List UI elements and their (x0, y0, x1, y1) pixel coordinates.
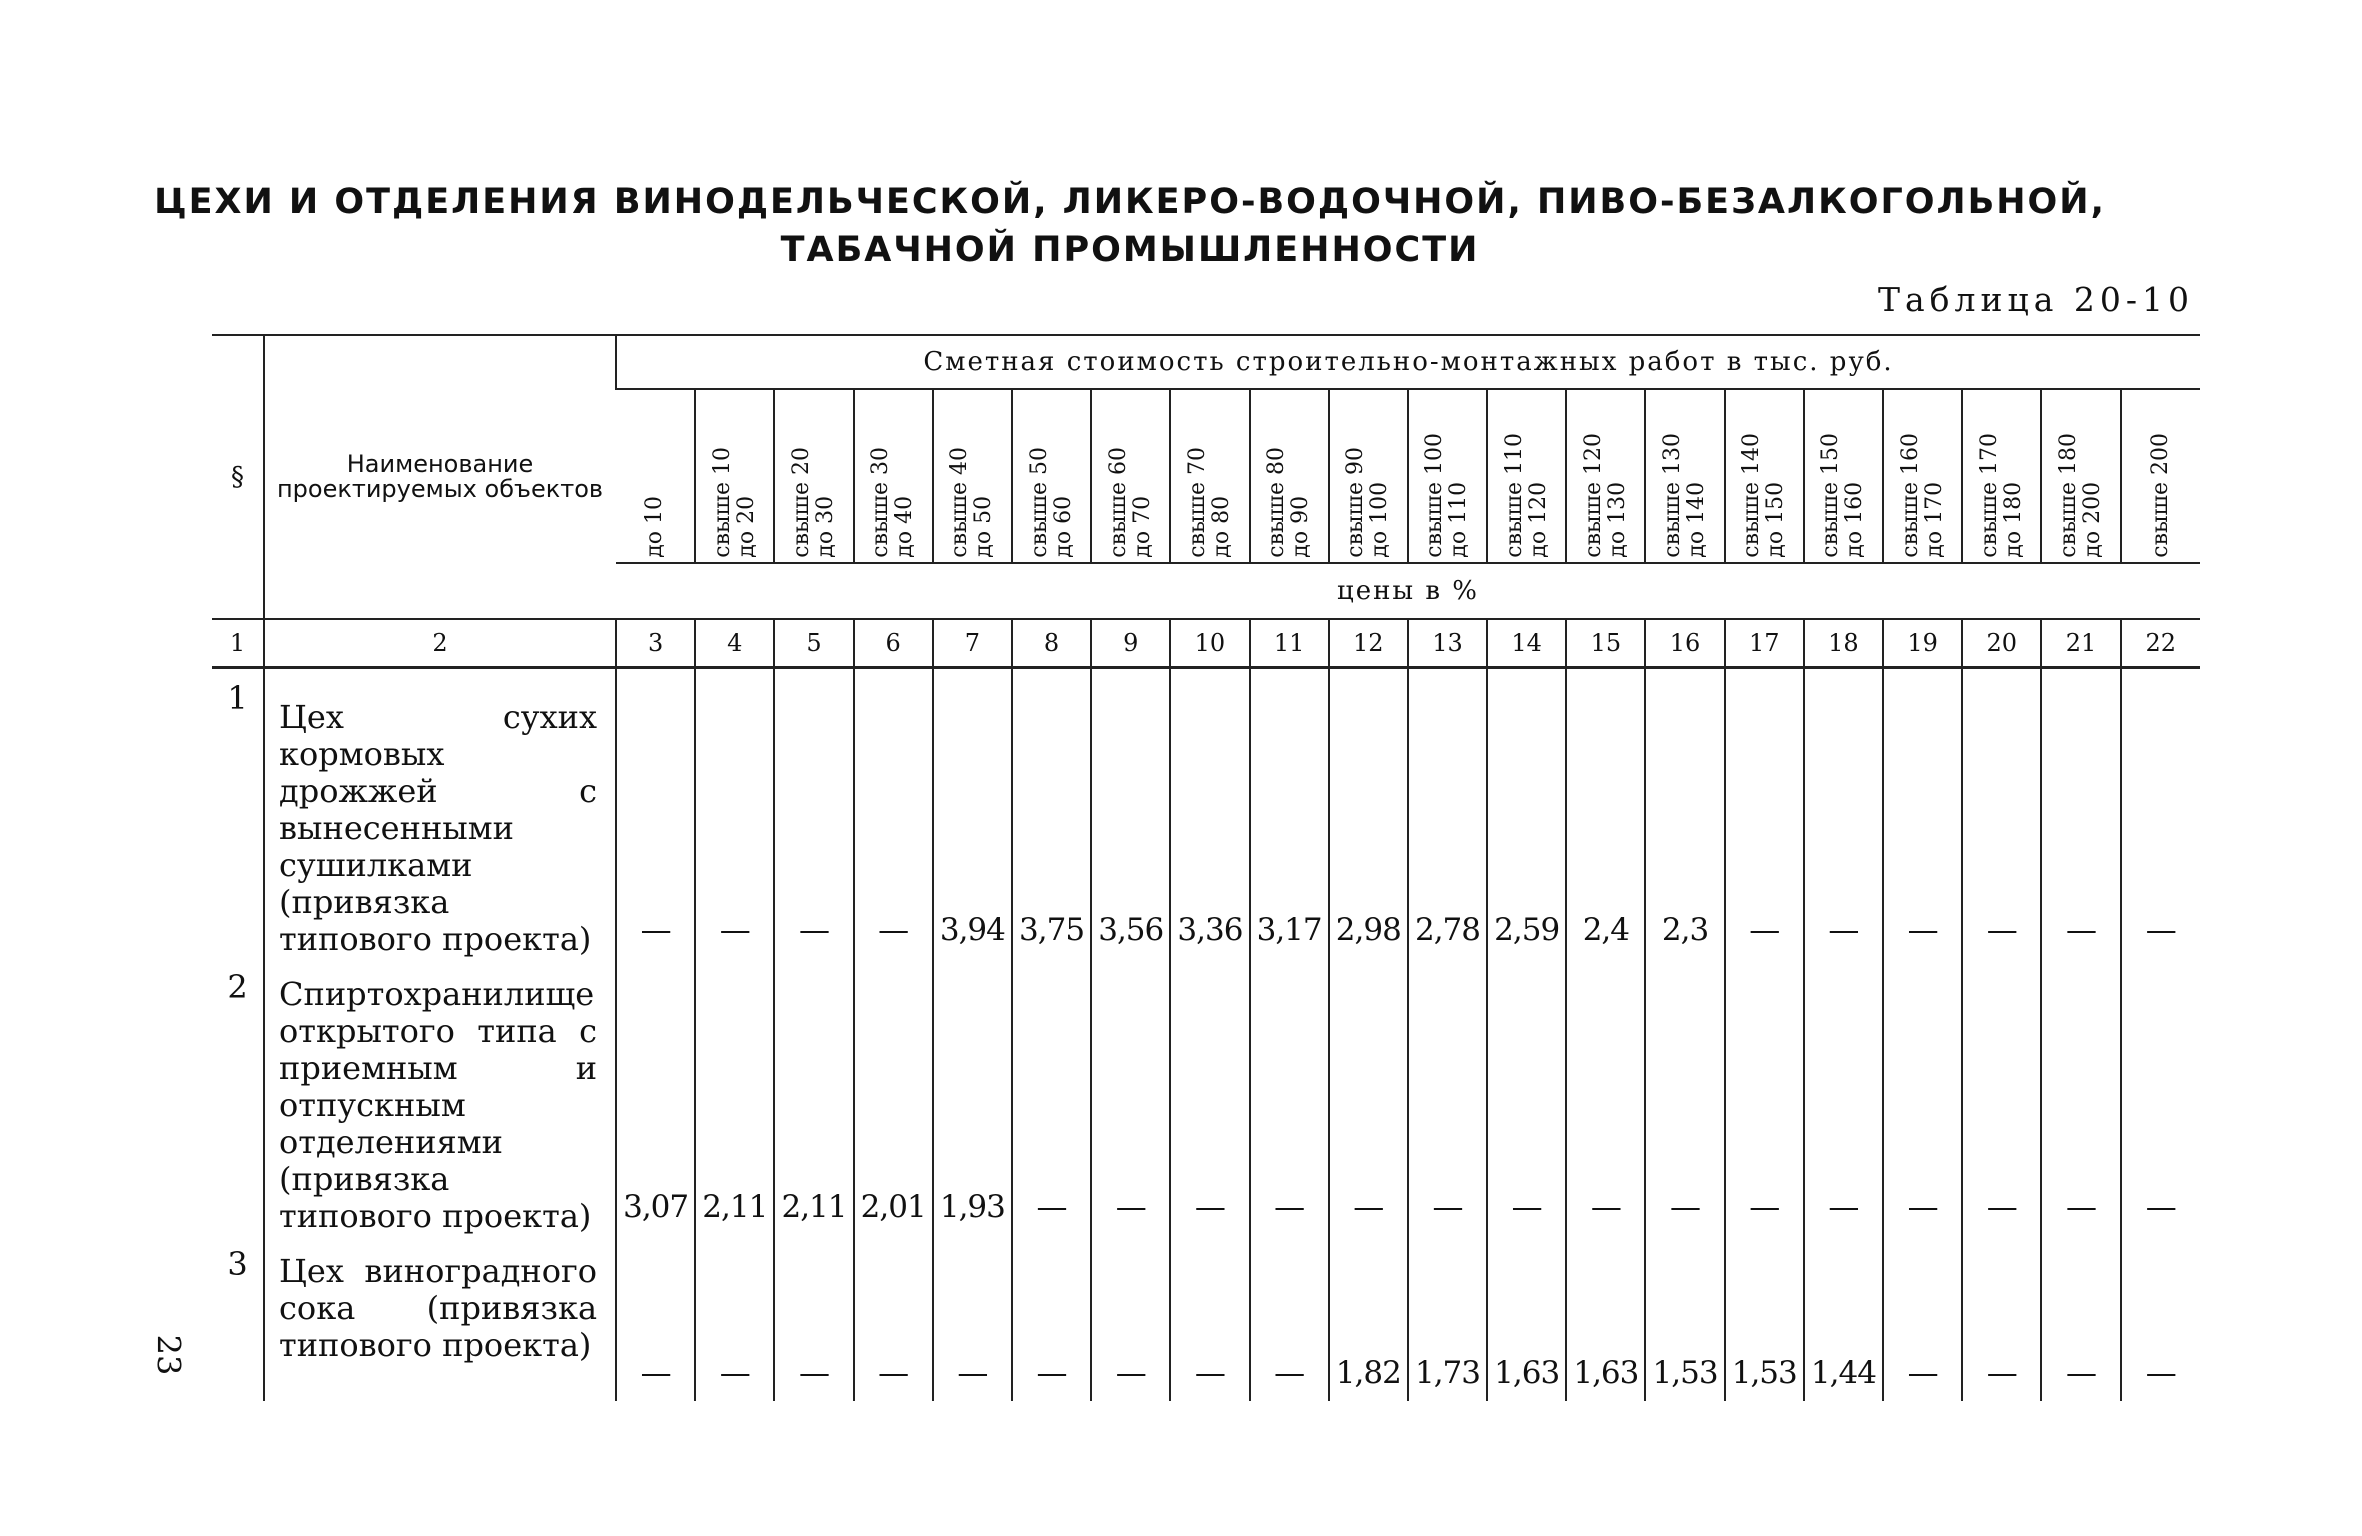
range-header-15 (1566, 389, 1645, 563)
column-number: 17 (1725, 619, 1804, 668)
page-number: 23 (149, 1334, 188, 1376)
column-number: 16 (1645, 619, 1724, 668)
column-number: 22 (2121, 619, 2200, 668)
price-cell: — (1170, 1235, 1249, 1401)
column-number: 21 (2041, 619, 2120, 668)
price-cell: — (854, 668, 933, 959)
price-cell: — (2121, 958, 2200, 1235)
column-number: 7 (933, 619, 1012, 668)
row-section: 3 (227, 1245, 248, 1283)
table-row (212, 668, 2200, 959)
price-cell: — (616, 668, 695, 959)
price-cell: — (2041, 958, 2120, 1235)
range-label: свыше 160 до 170 (1897, 433, 1947, 558)
table-row (212, 958, 2200, 1235)
range-header-3 (616, 389, 695, 563)
range-header-16 (1645, 389, 1724, 563)
column-number: 11 (1250, 619, 1329, 668)
row-section: 1 (227, 679, 248, 717)
price-cell: 2,4 (1566, 668, 1645, 959)
range-label: свыше 120 до 130 (1580, 433, 1630, 558)
range-label: свыше 10 до 20 (709, 447, 759, 558)
column-number: 9 (1091, 619, 1170, 668)
price-cell: 1,63 (1487, 1235, 1566, 1401)
range-header-5 (774, 389, 853, 563)
column-number: 14 (1487, 619, 1566, 668)
range-label: свыше 50 до 60 (1026, 447, 1076, 558)
range-label: свыше 180 до 200 (2055, 433, 2105, 558)
column-number: 18 (1804, 619, 1883, 668)
section-header: § (231, 462, 244, 492)
column-number: 13 (1408, 619, 1487, 668)
price-cell: — (1091, 958, 1170, 1235)
price-cell: — (1804, 668, 1883, 959)
cost-span-header: Сметная стоимость строительно-монтажных работ в тыс. руб. (616, 335, 2200, 389)
price-cell: — (1804, 958, 1883, 1235)
range-label: свыше 170 до 180 (1976, 433, 2026, 558)
row-name: Цех виноградного сока (привязка типового проекта) (264, 1235, 616, 1401)
price-cell: 1,82 (1329, 1235, 1408, 1401)
name-header: Наименование проектируемых объектов (264, 335, 616, 619)
price-cell: — (695, 1235, 774, 1401)
column-number: 5 (774, 619, 853, 668)
range-header-12 (1329, 389, 1408, 563)
range-label: свыше 20 до 30 (788, 447, 838, 558)
price-cell: — (1012, 958, 1091, 1235)
price-cell: — (774, 668, 853, 959)
price-cell: 3,17 (1250, 668, 1329, 959)
range-label: свыше 110 до 120 (1501, 433, 1551, 558)
price-cell: 2,98 (1329, 668, 1408, 959)
price-cell: — (1091, 1235, 1170, 1401)
range-label: свыше 70 до 80 (1184, 447, 1234, 558)
price-cell: — (1250, 958, 1329, 1235)
row-section: 2 (227, 968, 248, 1006)
range-header-19 (1883, 389, 1962, 563)
column-number: 4 (695, 619, 774, 668)
range-label: свыше 150 до 160 (1818, 433, 1868, 558)
column-number: 1 (212, 619, 264, 668)
range-label: свыше 200 (2147, 433, 2173, 558)
price-cell: — (2121, 1235, 2200, 1401)
price-cell: — (1962, 958, 2041, 1235)
range-header-22 (2121, 389, 2200, 563)
range-header-10 (1170, 389, 1249, 563)
price-cell: 1,53 (1725, 1235, 1804, 1401)
price-cell: 2,11 (695, 958, 774, 1235)
price-cell: — (933, 1235, 1012, 1401)
price-cell: — (616, 1235, 695, 1401)
price-cell: 2,3 (1645, 668, 1724, 959)
range-header-6 (854, 389, 933, 563)
price-cell: — (1170, 958, 1249, 1235)
range-header-21 (2041, 389, 2120, 563)
price-cell: — (1487, 958, 1566, 1235)
column-number: 20 (1962, 619, 2041, 668)
price-cell: 3,75 (1012, 668, 1091, 959)
price-cell: 2,59 (1487, 668, 1566, 959)
range-label: свыше 60 до 70 (1105, 447, 1155, 558)
price-cell: — (1725, 668, 1804, 959)
price-cell: 1,63 (1566, 1235, 1645, 1401)
range-header-13 (1408, 389, 1487, 563)
price-cell: 3,07 (616, 958, 695, 1235)
price-cell: — (1566, 958, 1645, 1235)
price-cell: 3,56 (1091, 668, 1170, 959)
column-number-row (212, 619, 2200, 668)
price-cell: 2,11 (774, 958, 853, 1235)
range-label: свыше 90 до 100 (1343, 447, 1393, 558)
price-cell: 2,01 (854, 958, 933, 1235)
range-header-9 (1091, 389, 1170, 563)
column-number: 6 (854, 619, 933, 668)
price-cell: — (774, 1235, 853, 1401)
price-cell: 1,44 (1804, 1235, 1883, 1401)
range-label: свыше 80 до 90 (1264, 447, 1314, 558)
table-row (212, 1235, 2200, 1401)
price-cell: 2,78 (1408, 668, 1487, 959)
range-label: свыше 30 до 40 (868, 447, 918, 558)
title-line-1: ЦЕХИ И ОТДЕЛЕНИЯ ВИНОДЕЛЬЧЕСКОЙ, ЛИКЕРО-ВОДОЧНОЙ, ПИВО-БЕЗАЛКОГОЛЬНОЙ, (154, 182, 2106, 222)
price-cell: — (1883, 1235, 1962, 1401)
price-cell: 1,93 (933, 958, 1012, 1235)
prices-header: цены в % (616, 563, 2200, 619)
price-cell: — (2041, 668, 2120, 959)
range-label: свыше 130 до 140 (1660, 433, 1710, 558)
price-cell: 3,94 (933, 668, 1012, 959)
range-header-18 (1804, 389, 1883, 563)
column-number: 10 (1170, 619, 1249, 668)
price-table (212, 334, 2200, 1401)
table-label: Таблица 20-10 (1877, 280, 2194, 319)
price-cell: — (1012, 1235, 1091, 1401)
price-cell: — (1329, 958, 1408, 1235)
range-header-11 (1250, 389, 1329, 563)
price-cell: — (1408, 958, 1487, 1235)
title-line-2: ТАБАЧНОЙ ПРОМЫШЛЕННОСТИ (780, 230, 1480, 270)
price-cell: 3,36 (1170, 668, 1249, 959)
range-header-8 (1012, 389, 1091, 563)
range-header-14 (1487, 389, 1566, 563)
header-row-top (212, 335, 2200, 389)
price-cell: — (1250, 1235, 1329, 1401)
price-cell: — (1962, 1235, 2041, 1401)
price-cell: — (1962, 668, 2041, 959)
price-cell: — (2041, 1235, 2120, 1401)
price-cell: — (1883, 668, 1962, 959)
column-number: 2 (264, 619, 616, 668)
range-header-17 (1725, 389, 1804, 563)
column-number: 19 (1883, 619, 1962, 668)
range-header-7 (933, 389, 1012, 563)
price-cell: — (695, 668, 774, 959)
range-label: свыше 140 до 150 (1739, 433, 1789, 558)
column-number: 15 (1566, 619, 1645, 668)
range-label: свыше 40 до 50 (947, 447, 997, 558)
range-header-20 (1962, 389, 2041, 563)
column-number: 8 (1012, 619, 1091, 668)
price-cell: — (854, 1235, 933, 1401)
row-name: Спиртохранилище открытого типа с приемным и отпускным отделениями (привязка типового проекта) (264, 958, 616, 1235)
price-cell: — (1725, 958, 1804, 1235)
price-cell: 1,73 (1408, 1235, 1487, 1401)
document-title (150, 178, 2110, 274)
column-number: 12 (1329, 619, 1408, 668)
range-header-4 (695, 389, 774, 563)
row-name: Цех сухих кормовых дрожжей с вынесенными сушилками (привязка типового проекта) (264, 668, 616, 959)
range-label: до 10 (642, 496, 668, 558)
price-cell: — (1883, 958, 1962, 1235)
column-number: 3 (616, 619, 695, 668)
price-cell: 1,53 (1645, 1235, 1724, 1401)
price-cell: — (1645, 958, 1724, 1235)
range-label: свыше 100 до 110 (1422, 433, 1472, 558)
price-cell: — (2121, 668, 2200, 959)
